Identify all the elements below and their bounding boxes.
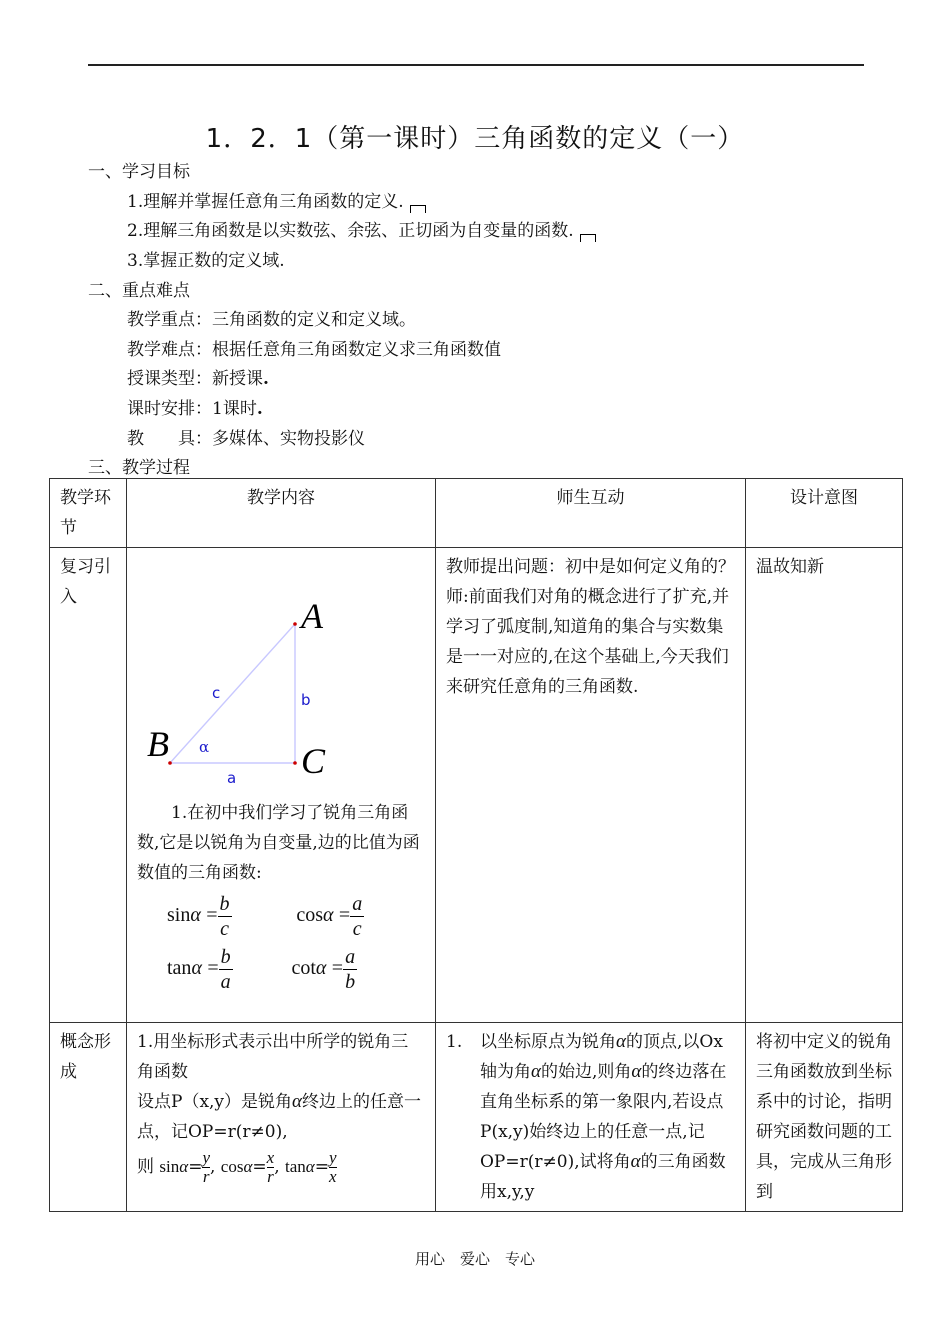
- concept-intent: 将初中定义的锐角三角函数放到坐标系中的讨论，指明研究函数问题的工具，完成从三角形到: [746, 1023, 903, 1212]
- review-content-cell: [127, 548, 436, 1023]
- concept-point-2: 设点P（x,y）是锐角α终边上的任意一点，记OP=r(r≠0),: [137, 1091, 422, 1142]
- acute-trig-intro: 1.在初中我们学习了锐角三角函数,它是以锐角为自变量,边的比值为函数值的三角函数:: [137, 803, 420, 883]
- vertex-a-label: A: [301, 596, 323, 636]
- cot-fraction: $\frac{a}{b}$: [345, 946, 356, 993]
- cos-fraction: $\frac{a}{c}$: [352, 893, 363, 940]
- section-1-heading: 一、学习目标: [88, 162, 190, 182]
- side-c-label: c: [212, 684, 221, 702]
- section-3-heading: 三、教学过程: [88, 458, 190, 478]
- stage-review: 复习引入: [50, 548, 127, 1023]
- teaching-difficulty: 教学难点：根据任意角三角函数定义求三角函数值: [127, 340, 501, 360]
- right-triangle-diagram: [137, 558, 427, 798]
- objective-3: 3.掌握正数的定义域.: [127, 251, 285, 271]
- header-intent: 设计意图: [746, 479, 903, 548]
- lesson-type: 授课类型：新授课.: [127, 369, 269, 389]
- objective-1: 1.理解并掌握任意角三角函数的定义.: [127, 187, 426, 213]
- vertex-c-label: C: [301, 741, 326, 781]
- teaching-focus: 教学重点：三角函数的定义和定义域。: [127, 310, 416, 330]
- angle-alpha-label: α: [199, 738, 210, 756]
- teaching-tools: 教 具：多媒体、实物投影仪: [127, 429, 365, 449]
- coordinate-formulas: 则 sinα= $\frac{y}{r}$, cosα= $\frac{x}{r}$, tanα= $\frac{y}{x}$: [137, 1148, 337, 1186]
- section-2-heading: 二、重点难点: [88, 281, 190, 301]
- formula-row-1: sinα = $\frac{b}{c}$ cosα = $\frac{a}{c}$: [167, 893, 363, 940]
- header-content: 教学内容: [127, 479, 436, 548]
- header-interaction: 师生互动: [436, 479, 746, 548]
- sin-fraction: $\frac{b}{c}$: [219, 893, 230, 940]
- side-b-label: b: [301, 691, 311, 709]
- page-title: 1．2．1（第一课时）三角函数的定义（一）: [205, 124, 745, 154]
- objective-2: 2.理解三角函数是以实数弦、余弦、正切函为自变量的函数.: [127, 216, 596, 242]
- review-interaction: 教师提出问题：初中是如何定义角的？ 师:前面我们对角的概念进行了扩充,并学习了弧度制,知道角的集合与实数集是一一对应的,在这个基础上,今天我们来研究任意角的三角函数.: [436, 548, 746, 1023]
- vertex-c-dot: [293, 761, 297, 765]
- page-footer: 用心 爱心 专心: [414, 1250, 535, 1268]
- teaching-process-table: [49, 478, 903, 1212]
- side-a-label: a: [227, 769, 237, 787]
- hypotenuse: [170, 624, 295, 763]
- concept-interaction: 1. 以坐标原点为锐角α的顶点,以Ox轴为角α的始边,则角α的终边落在直角坐标系的第一象限内,若设点P(x,y)始终边上的任意一点,记OP=r(r≠0),试将角α的三角函数用x,y,y: [436, 1023, 746, 1212]
- header-stage: 教学环节: [50, 479, 127, 548]
- lesson-schedule: 课时安排：1课时.: [127, 399, 263, 419]
- vertex-b-label: B: [147, 724, 169, 764]
- review-intent: 温故知新: [746, 548, 903, 1023]
- table-header-row: [50, 479, 903, 548]
- concept-content-cell: [127, 1023, 436, 1212]
- stage-concept: 概念形成: [50, 1023, 127, 1212]
- vertex-a-dot: [293, 622, 297, 626]
- table-row: [50, 1023, 903, 1212]
- header-rule: [88, 64, 864, 66]
- tan-fraction: $\frac{b}{a}$: [220, 946, 231, 993]
- formula-row-2: tanα = $\frac{b}{a}$ cotα = $\frac{a}{b}$: [167, 946, 356, 993]
- concept-point-1: 1.用坐标形式表示出中所学的锐角三角函数: [137, 1032, 409, 1082]
- table-row: [50, 548, 903, 1023]
